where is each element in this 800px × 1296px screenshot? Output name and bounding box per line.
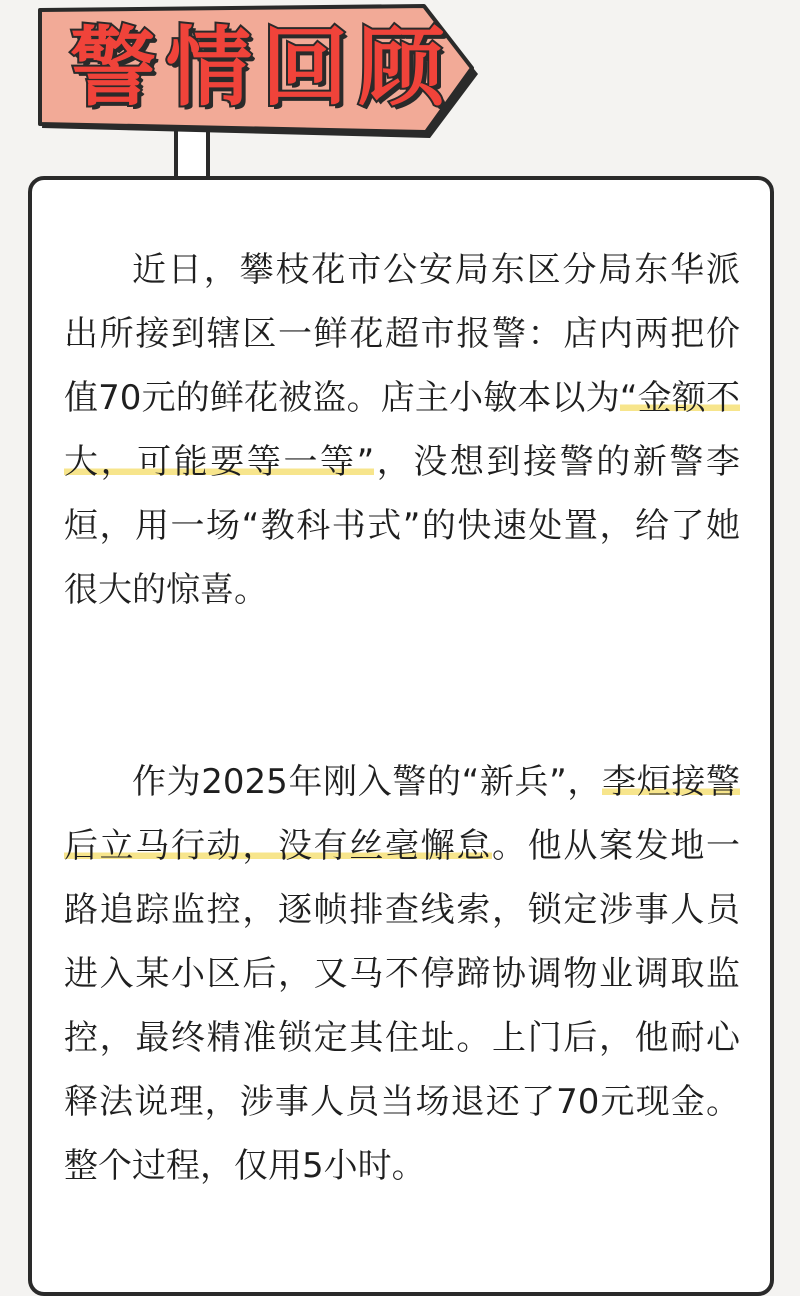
p2-highlight: 李烜接警后立马行动，没有丝毫懈怠: [64, 762, 740, 866]
p2-text-start: 作为2025年刚入警的“新兵”，: [132, 762, 603, 802]
page-title: 警情回顾: [70, 18, 454, 118]
p2-text-end: 。他从案发地一路追踪监控，逐帧排查线索，锁定涉事人员进入某小区后，又马不停蹄协调物业调取监控，最终精准锁定其住址。上门后，他耐心释法说理，涉事人员当场退还了70元现金。整个过程，仅用5小时。: [64, 826, 740, 1186]
p1-text-end: ，没想到接警的新警李烜，用一场“教科书式”的快速处置，给了她很大的惊喜。: [64, 442, 740, 610]
paragraph-2: [64, 750, 740, 1198]
paragraph-1: [64, 238, 740, 622]
p1-text-start: 近日，攀枝花市公安局东区分局东华派出所接到辖区一鲜花超市报警：店内两把价值70元的鲜花被盗。店主小敏本以为: [64, 250, 740, 418]
header-sign: [0, 0, 500, 150]
p1-highlight: “金额不大，可能要等一等”: [64, 378, 740, 482]
